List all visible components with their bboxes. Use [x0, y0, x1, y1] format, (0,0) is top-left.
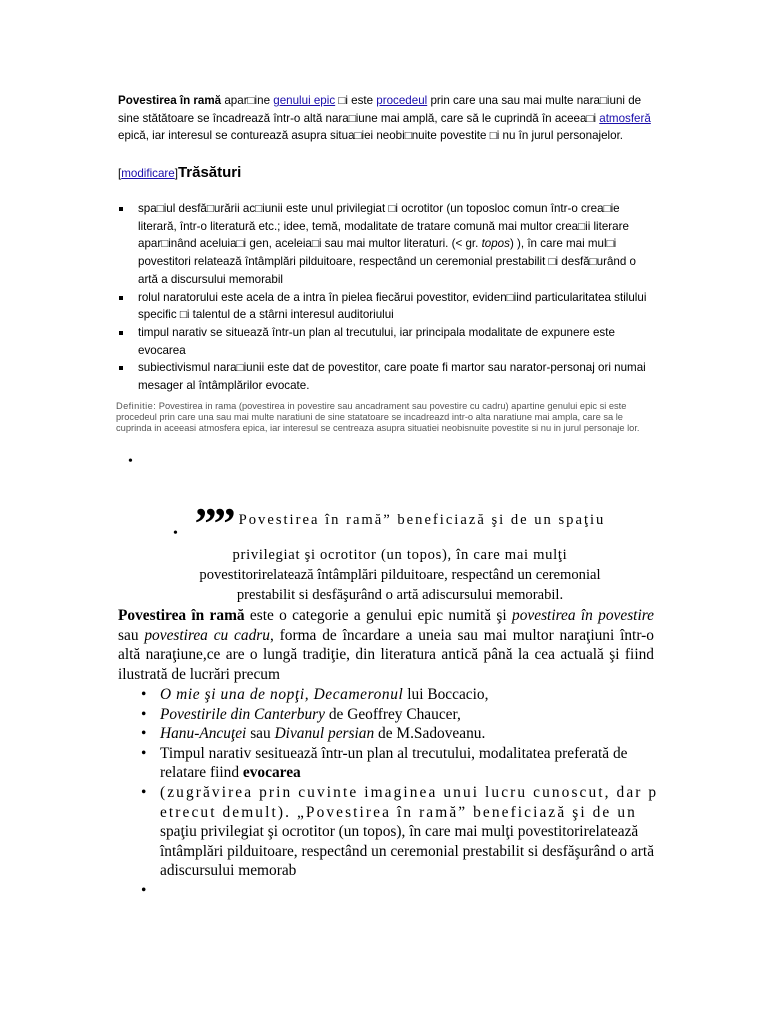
section-heading: [modificare]Trăsături [118, 164, 242, 181]
list-item-text: rolul naratorului este acela de a intra în pielea fiecărui povestitor, eviden□iind particularitatea stilului specific □i talentul de a stârni interesul auditoriului [138, 290, 647, 322]
work-text: sau [246, 725, 275, 743]
term-italic: povestirea cu cadru [144, 626, 270, 644]
main-text: este o categorie a genului epic numită şi [244, 607, 513, 624]
list-item [140, 783, 660, 881]
list-item-text: subiectivismul nara□iunii este dat de povestitor, care poate fi martor sau narator-personaj ori numai mesager al întâmplărilor evocate. [138, 361, 646, 393]
quote-line: povestitorirelatează întâmplări pilduitoare, respectând un ceremonial [199, 567, 601, 583]
list-item [118, 200, 658, 289]
work-text: de Geoffrey Chaucer, [325, 705, 461, 723]
link-genului-epic[interactable]: genului epic [273, 94, 336, 107]
list-item [140, 705, 660, 725]
edit-section-link[interactable]: modificare [121, 167, 175, 180]
work-title: Povestirile din Canterbury [160, 705, 325, 723]
work-text: Timpul narativ sesituează într-un plan al trecutului, modalitatea preferată de relatare fiind [160, 744, 628, 782]
list-item-text: ) ), în care mai mul□i povestitori relatează întâmplări pilduitoare, respectând un ceremonial prestabilit □i desfă□urând o artă a discursului memorabil [138, 237, 636, 286]
work-text: (zugrăvirea prin cuvinte imaginea unui lucru cunoscut, dar p etrecut demult). „Povestirea în ramă” beneficiază şi de un [160, 783, 659, 821]
works-list [140, 685, 660, 901]
work-text: spaţiu privilegiat şi ocrotitor (un topos), în care mai mulţi povestitorirelatează întâmplări pilduitoare, respectând un ceremonial prestabilit si desfăşurând o artă adiscursului memorab [160, 823, 655, 880]
work-title: O mie şi una de nopţi, Decameronul [160, 686, 404, 703]
main-text: sau [118, 626, 145, 644]
list-item [118, 289, 658, 324]
quote-mark: ”” [194, 499, 233, 548]
quote-line [160, 499, 640, 548]
section-title: Trăsături [177, 164, 242, 181]
intro-paragraph [118, 92, 654, 145]
work-title: Hanu-Ancuţei [160, 725, 247, 743]
main-text: , forma de încardare a uneia sau mai multor naraţiuni într-o altă naraţiune,ce are o lungă tradiţie, din literatura antică până la cea actuală şi fiind ilustrată de lucrări precum [118, 626, 654, 683]
list-item [140, 881, 660, 901]
list-item [118, 359, 658, 394]
list-item [140, 685, 660, 705]
definition-label: Definitie: [116, 401, 157, 411]
empty-bullet: • [128, 454, 133, 469]
work-text: de M.Sadoveanu. [374, 725, 486, 743]
work-text: lui Boccacio, [403, 686, 489, 703]
quote-line: prestabilit si desfăşurând o artă adiscursului memorabil. [236, 587, 564, 603]
quote-block [160, 499, 640, 605]
term-italic: povestirea în povestire [512, 607, 654, 624]
features-list [118, 200, 658, 395]
definition-text: Povestirea in rama (povestirea in povestire sau ancadrament sau povestire cu cadru) apartine genului epic si este procedeul prin care una sau mai multe naratiuni de sine statatoare se incadreazd intr-o alta naratiune mai ampla, care sa le cuprinda in aceeasi atmosfera epica, iar interesul se centreaza asupra situatiei neobisnuite povestite si nu in jurul personaje lor. [116, 401, 640, 434]
quote-text: Povestirea în ramă” beneficiază şi de un spaţiu [238, 512, 606, 528]
work-title: Divanul persian [274, 725, 375, 743]
intro-text: prin care una sau mai multe nara□iuni de sine stătătoare se încadrează într-o altă nara□iune mai amplă, care să le cuprindă în aceea□i [118, 94, 642, 125]
list-item-text: timpul narativ se situează într-un plan al trecutului, iar principala modalitate de expunere este evocarea [138, 325, 615, 357]
list-item-text: spa□iul desfă□urării ac□iunii este unul privilegiat □i ocrotitor (un toposloc comun într-o crea□ie literară, într-o literatură etc.; idee, temă, modalitate de tratare comună mai multor crea□ii literare apar□inând aceluia□i gen, aceleia□i sau mai multor literaturi. (< gr. [138, 202, 629, 251]
list-item [140, 744, 660, 783]
quote-line: privilegiat şi ocrotitor (un topos), în care mai mulţi [232, 547, 568, 563]
link-atmosfera[interactable]: atmosferă [599, 111, 651, 125]
list-item-italic: topos [481, 237, 510, 251]
definition-note [116, 401, 656, 435]
main-paragraph [118, 606, 654, 684]
intro-text: □i este [335, 94, 377, 107]
term-bold: evocarea [242, 764, 301, 782]
list-item [118, 324, 658, 359]
quote-bullet: • [173, 526, 178, 541]
intro-text: apar□ine [221, 94, 274, 107]
intro-text: epică, iar interesul se conturează asupra situa□iei neobi□nuite povestite □i nu în jurul personajelor. [118, 129, 624, 142]
term-bold: Povestirea în ramă [118, 94, 222, 107]
list-item [140, 724, 660, 744]
term-bold: Povestirea în ramă [118, 607, 245, 624]
link-procedeul[interactable]: procedeul [376, 94, 428, 107]
